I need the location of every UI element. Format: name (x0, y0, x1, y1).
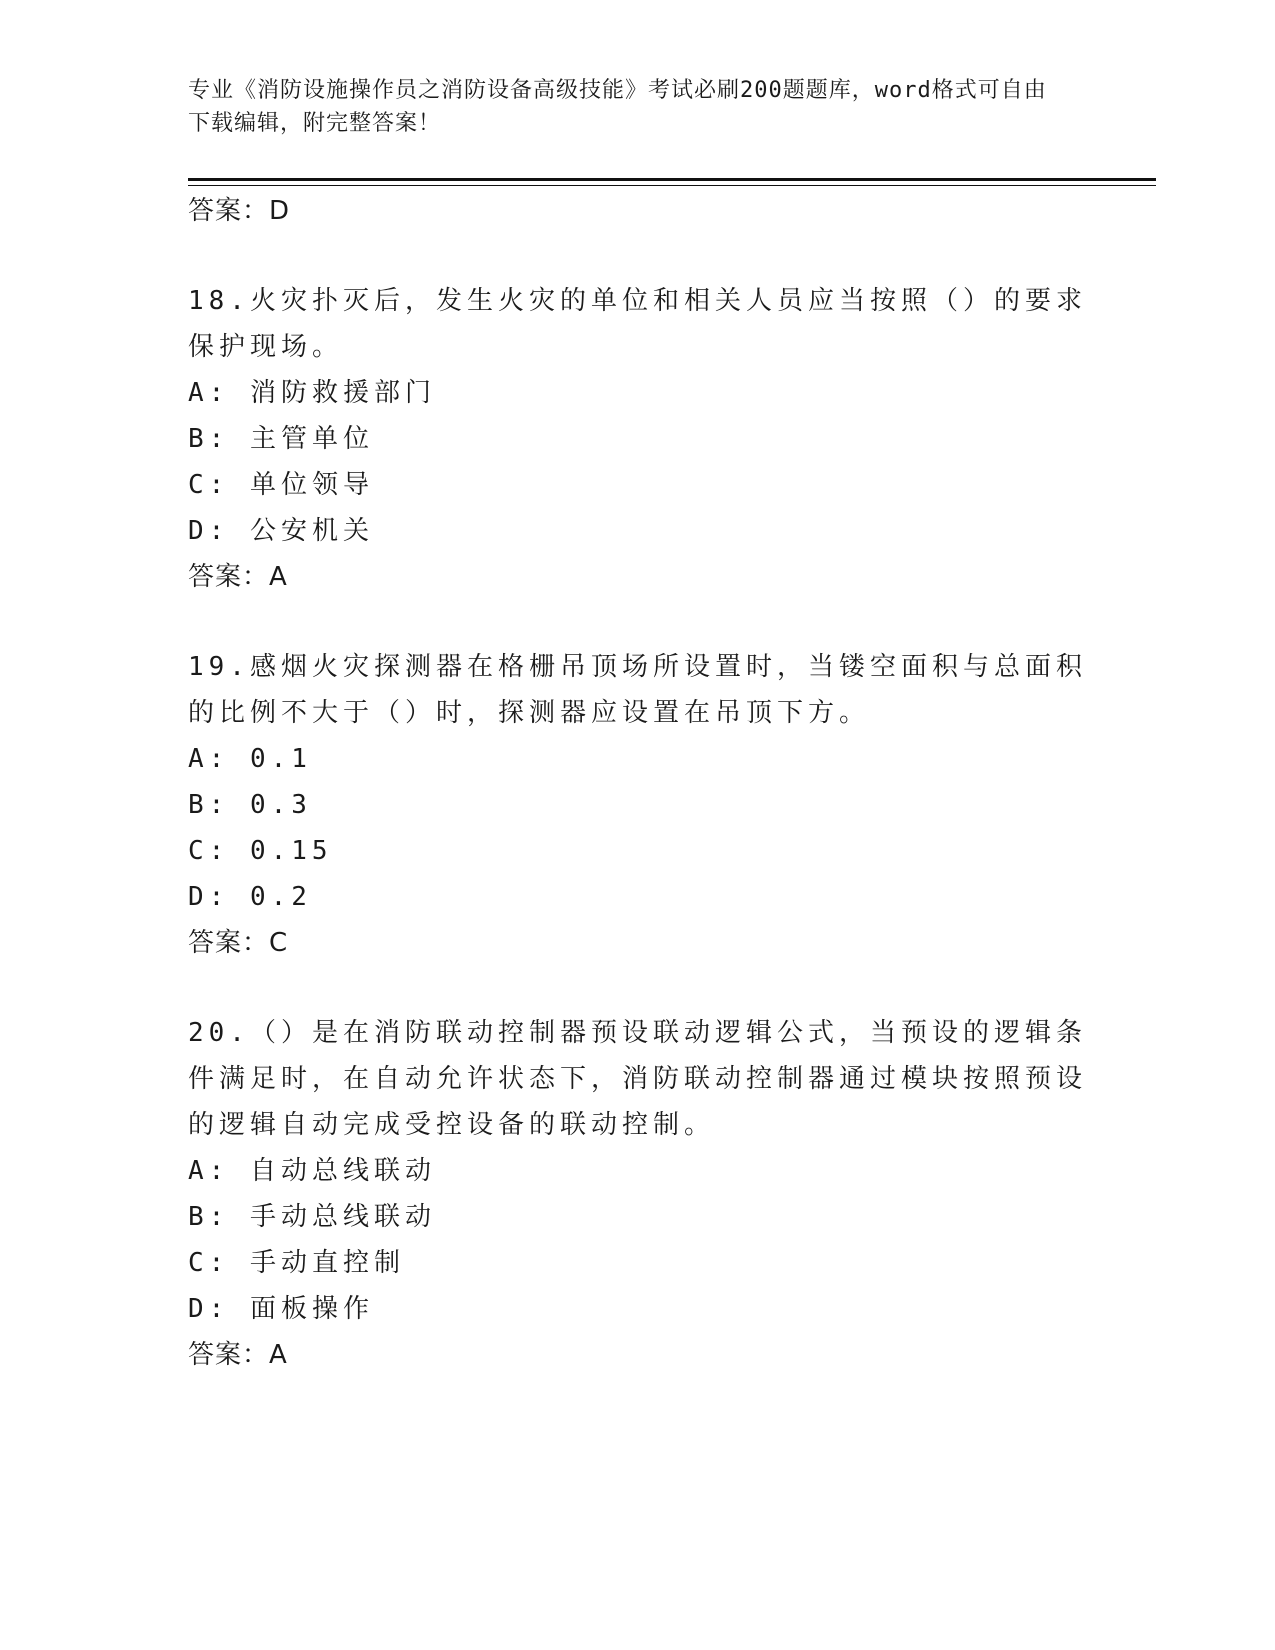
answer-option-b: B: 手动总线联动 (188, 1202, 436, 1232)
header-divider-thin (188, 185, 1156, 186)
answer-option-c: C: 手动直控制 (188, 1248, 405, 1278)
answer-option-d: D: 公安机关 (188, 516, 374, 546)
question-gap (188, 966, 1088, 1010)
answer-option-a: A: 自动总线联动 (188, 1156, 436, 1186)
question-gap (188, 234, 1088, 278)
answer-option-b: B: 0.3 (188, 790, 312, 820)
question-block (188, 1010, 1088, 1378)
question-block (188, 278, 1088, 600)
answer-option-b: B: 主管单位 (188, 424, 374, 454)
question-stem: 18.火灾扑灭后，发生火灾的单位和相关人员应当按照（）的要求保护现场。 (188, 286, 1087, 362)
answer-option-a: A: 消防救援部门 (188, 378, 436, 408)
answer-option-a: A: 0.1 (188, 744, 312, 774)
question-gap (188, 600, 1088, 644)
answer-line: 答案：C (188, 928, 289, 958)
answer-option-d: D: 面板操作 (188, 1294, 374, 1324)
answer-option-d: D: 0.2 (188, 882, 312, 912)
question-stem: 19.感烟火灾探测器在格栅吊顶场所设置时，当镂空面积与总面积的比例不大于（）时，探测器应设置在吊顶下方。 (188, 652, 1087, 728)
question-stem: 20.（）是在消防联动控制器预设联动逻辑公式，当预设的逻辑条件满足时，在自动允许状态下，消防联动控制器通过模块按照预设的逻辑自动完成受控设备的联动控制。 (188, 1018, 1088, 1140)
answer-option-c: C: 0.15 (188, 836, 333, 866)
question-content (188, 188, 1088, 1378)
answer-line: 答案：D (188, 196, 291, 226)
answer-line: 答案：A (188, 1340, 288, 1370)
answer-option-c: C: 单位领导 (188, 470, 374, 500)
question-block (188, 644, 1088, 966)
header-divider-thick (188, 178, 1156, 181)
document-header: 专业《消防设施操作员之消防设备高级技能》考试必刷200题题库，word格式可自由下载编辑，附完整答案！ (188, 78, 1047, 136)
answer-line: 答案：A (188, 562, 288, 592)
